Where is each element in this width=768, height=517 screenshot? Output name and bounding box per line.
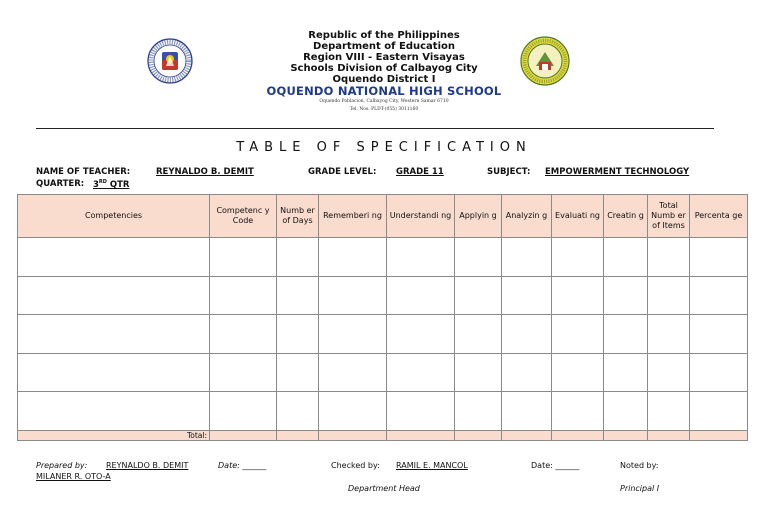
table-cell[interactable] [648,315,690,354]
table-cell[interactable] [502,353,552,392]
table-cell[interactable] [18,276,210,315]
table-cell[interactable] [604,315,648,354]
header-understanding: Understandi ng [387,195,455,238]
quarter-label: QUARTER: [36,179,85,189]
letterhead [0,30,768,114]
checked-by-name: RAMIL E. MANCOL [396,461,468,470]
grade-level-label: GRADE LEVEL: [308,167,377,177]
table-row [18,276,748,315]
table-cell[interactable] [690,392,748,431]
header-competency-code: Competenc y Code [210,195,277,238]
letterhead-region: Region VIII - Eastern Visayas [303,52,465,63]
table-cell[interactable] [455,276,502,315]
table-cell[interactable] [455,430,502,440]
header-analyzing: Analyzin g [502,195,552,238]
noted-by-role: Principal I [620,484,660,493]
grade-level-value: GRADE 11 [396,167,444,177]
table-row [18,238,748,277]
letterhead-division: Schools Division of Calbayog City [290,63,478,74]
prepared-by-name-1: REYNALDO B. DEMIT [106,461,189,470]
quarter-value [93,179,129,190]
table-cell[interactable] [18,392,210,431]
letterhead-district: Oquendo District I [332,74,436,85]
subject-value: EMPOWERMENT TECHNOLOGY [545,167,690,177]
table-cell[interactable] [210,430,277,440]
table-cell[interactable] [552,430,604,440]
table-cell[interactable] [690,430,748,440]
table-cell[interactable] [210,276,277,315]
checked-by-role: Department Head [348,484,420,493]
table-cell[interactable] [18,315,210,354]
table-cell[interactable] [210,238,277,277]
header-divider [36,128,714,129]
total-label: Total: [18,430,210,440]
table-cell[interactable] [502,276,552,315]
table-cell[interactable] [552,315,604,354]
table-cell[interactable] [18,238,210,277]
noted-by-label: Noted by: [620,461,659,470]
table-cell[interactable] [18,353,210,392]
table-cell[interactable] [210,392,277,431]
table-cell[interactable] [502,238,552,277]
table-header-row [18,195,748,238]
table-cell[interactable] [387,276,455,315]
table-cell[interactable] [502,392,552,431]
table-cell[interactable] [277,353,319,392]
table-cell[interactable] [552,238,604,277]
header-evaluating: Evaluati ng [552,195,604,238]
teacher-label: NAME OF TEACHER: [36,167,131,177]
table-cell[interactable] [319,430,387,440]
table-cell[interactable] [604,276,648,315]
table-cell[interactable] [604,392,648,431]
school-address: Oquendo Poblacion, Calbayog City, Western Samar 6710 [319,99,449,104]
teacher-value: REYNALDO B. DEMIT [156,167,254,177]
table-cell[interactable] [319,238,387,277]
school-telephone: Tel. Nos. PLDT-(055) 3011160 [349,107,419,112]
header-total-items: Total Numb er of Items [648,195,690,238]
table-row [18,392,748,431]
header-percentage: Percenta ge [690,195,748,238]
prepared-by-name-2: MILANER R. OTO-A [36,472,111,481]
quarter-text: QTR [106,179,130,190]
table-cell[interactable] [690,353,748,392]
table-cell[interactable] [502,430,552,440]
checked-by-label: Checked by: [331,461,380,470]
table-cell[interactable] [319,353,387,392]
table-cell[interactable] [455,392,502,431]
table-cell[interactable] [277,315,319,354]
table-cell[interactable] [552,392,604,431]
table-cell[interactable] [648,392,690,431]
table-cell[interactable] [387,238,455,277]
table-cell[interactable] [455,353,502,392]
table-cell[interactable] [319,392,387,431]
table-cell[interactable] [455,238,502,277]
page-title: TABLE OF SPECIFICATION [236,140,532,155]
table-cell[interactable] [387,430,455,440]
table-cell[interactable] [455,315,502,354]
table-cell[interactable] [319,276,387,315]
header-number-of-days: Numb er of Days [277,195,319,238]
prepared-date-field: Date: ______ [218,461,267,470]
subject-label: SUBJECT: [487,167,531,177]
table-cell[interactable] [690,276,748,315]
table-cell[interactable] [604,353,648,392]
table-cell[interactable] [210,315,277,354]
table-cell[interactable] [277,238,319,277]
table-row [18,353,748,392]
table-cell[interactable] [210,353,277,392]
table-cell[interactable] [648,430,690,440]
header-competencies: Competencies [18,195,210,238]
table-total-row [18,430,748,440]
table-cell[interactable] [648,238,690,277]
table-cell[interactable] [387,315,455,354]
checked-date-field: Date: ______ [531,461,580,470]
specification-table [17,194,748,441]
table-cell[interactable] [690,315,748,354]
table-row [18,315,748,354]
table-cell[interactable] [387,353,455,392]
quarter-number: 3 [93,179,99,190]
table-cell[interactable] [648,276,690,315]
table-cell[interactable] [277,276,319,315]
letterhead-department: Department of Education [313,41,455,52]
table-cell[interactable] [277,392,319,431]
table-cell[interactable] [648,353,690,392]
table-cell[interactable] [552,353,604,392]
school-name: OQUENDO NATIONAL HIGH SCHOOL [266,84,502,98]
table-cell[interactable] [604,238,648,277]
quarter-suffix: RD [98,179,107,185]
table-cell[interactable] [604,430,648,440]
prepared-by-label: Prepared by: [36,461,88,470]
header-applying: Applyin g [455,195,502,238]
table-cell[interactable] [552,276,604,315]
header-remembering: Rememberi ng [319,195,387,238]
header-creating: Creatin g [604,195,648,238]
table-cell[interactable] [319,315,387,354]
table-cell[interactable] [690,238,748,277]
table-cell[interactable] [387,392,455,431]
table-cell[interactable] [502,315,552,354]
table-cell[interactable] [277,430,319,440]
letterhead-republic: Republic of the Philippines [308,30,460,41]
